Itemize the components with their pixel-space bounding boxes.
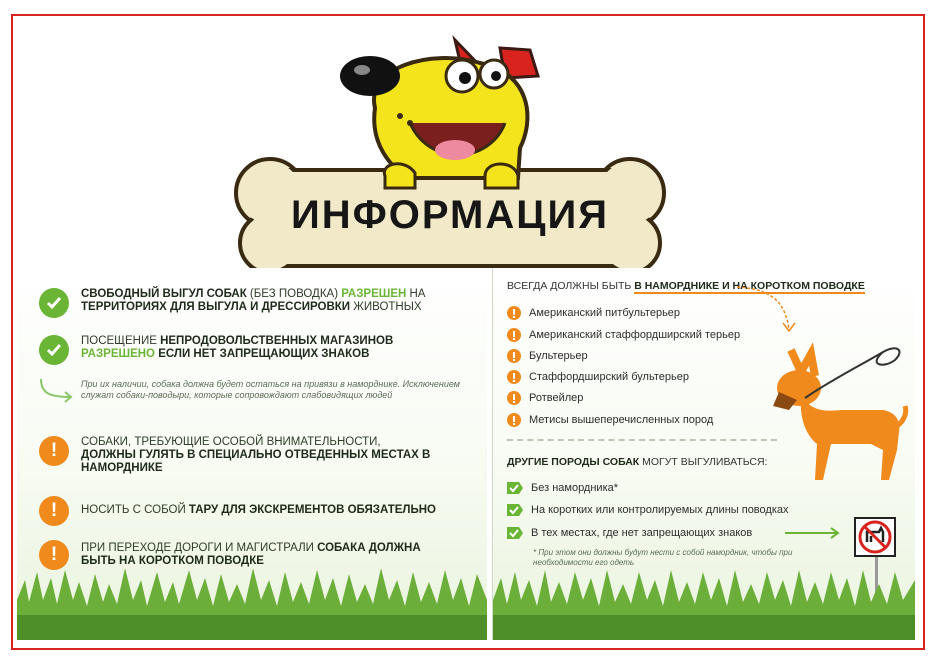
footnote: * При этом они должны будут нести с собой намордник, чтобы при необходимости его одеть bbox=[533, 548, 793, 567]
warning-icon bbox=[507, 391, 521, 405]
arrow-icon bbox=[783, 526, 841, 540]
list-item: ПОСЕЩЕНИЕ НЕПРОДОВОЛЬСТВЕННЫХ МАГАЗИНОВ РАЗРЕШЕНО ЕСЛИ НЕТ ЗАПРЕЩАЮЩИХ ЗНАКОВ bbox=[39, 335, 421, 365]
list-item: Стаффордширский бультерьер bbox=[507, 370, 689, 384]
list-item: Бультерьер bbox=[507, 349, 588, 363]
curved-arrow-icon bbox=[733, 283, 803, 343]
divider bbox=[507, 439, 777, 441]
list-item: Ротвейлер bbox=[507, 391, 583, 405]
list-item: Американский питбультерьер bbox=[507, 306, 680, 320]
exclamation-icon: ! bbox=[39, 540, 69, 570]
list-item: В тех местах, где нет запрещающих знаков bbox=[505, 525, 752, 541]
check-icon bbox=[505, 480, 523, 496]
right-info-panel bbox=[492, 268, 915, 640]
grass-decoration bbox=[493, 560, 915, 640]
warning-icon bbox=[507, 349, 521, 363]
left-info-panel bbox=[17, 268, 487, 640]
page-title: ИНФОРМАЦИЯ bbox=[291, 193, 609, 237]
warning-icon bbox=[507, 370, 521, 384]
list-item: ! ПРИ ПЕРЕХОДЕ ДОРОГИ И МАГИСТРАЛИ СОБАКА ДОЛЖНА БЫТЬ НА КОРОТКОМ ПОВОДКЕ bbox=[39, 540, 441, 570]
check-icon bbox=[505, 502, 523, 518]
header-dog-bone-illustration bbox=[200, 28, 700, 268]
grass-decoration bbox=[17, 560, 487, 640]
warning-icon bbox=[507, 413, 521, 427]
list-item: ! НОСИТЬ С СОБОЙ ТАРУ ДЛЯ ЭКСКРЕМЕНТОВ ОБЯЗАТЕЛЬНО bbox=[39, 496, 461, 526]
note-text: При их наличии, собака должна будет остаться на привязи в наморднике. Исключением служат собаки-поводыри, которые сопровождают слабовидящих людей bbox=[81, 379, 460, 400]
breeds-heading: ВСЕГДА ДОЛЖНЫ БЫТЬ В НАМОРДНИКЕ И НА КОРОТКОМ ПОВОДКЕ bbox=[507, 280, 865, 292]
list-item: На коротких или контролируемых длины поводках bbox=[505, 502, 789, 518]
list-item: Метисы вышеперечисленных пород bbox=[507, 413, 713, 427]
check-icon bbox=[39, 288, 69, 318]
list-item: СВОБОДНЫЙ ВЫГУЛ СОБАК (БЕЗ ПОВОДКА) РАЗРЕШЕН НА ТЕРРИТОРИЯХ ДЛЯ ВЫГУЛА И ДРЕССИРОВКИ ЖИВОТНЫХ bbox=[39, 288, 481, 318]
other-breeds-heading: ДРУГИЕ ПОРОДЫ СОБАК МОГУТ ВЫГУЛИВАТЬСЯ: bbox=[507, 456, 768, 468]
warning-icon bbox=[507, 328, 521, 342]
check-icon bbox=[505, 525, 523, 541]
warning-icon bbox=[507, 306, 521, 320]
list-item: Без намордника* bbox=[505, 480, 618, 496]
list-item: ! СОБАКИ, ТРЕБУЮЩИЕ ОСОБОЙ ВНИМАТЕЛЬНОСТИ, ДОЛЖНЫ ГУЛЯТЬ В СПЕЦИАЛЬНО ОТВЕДЕННЫХ МЕСТАХ В НАМОРДНИКЕ bbox=[39, 436, 431, 475]
arrow-icon bbox=[37, 375, 77, 405]
exclamation-icon: ! bbox=[39, 496, 69, 526]
dog-mascot-icon bbox=[340, 40, 538, 188]
exclamation-icon: ! bbox=[39, 436, 69, 466]
check-icon bbox=[39, 335, 69, 365]
list-item: Американский стаффордширский терьер bbox=[507, 328, 740, 342]
